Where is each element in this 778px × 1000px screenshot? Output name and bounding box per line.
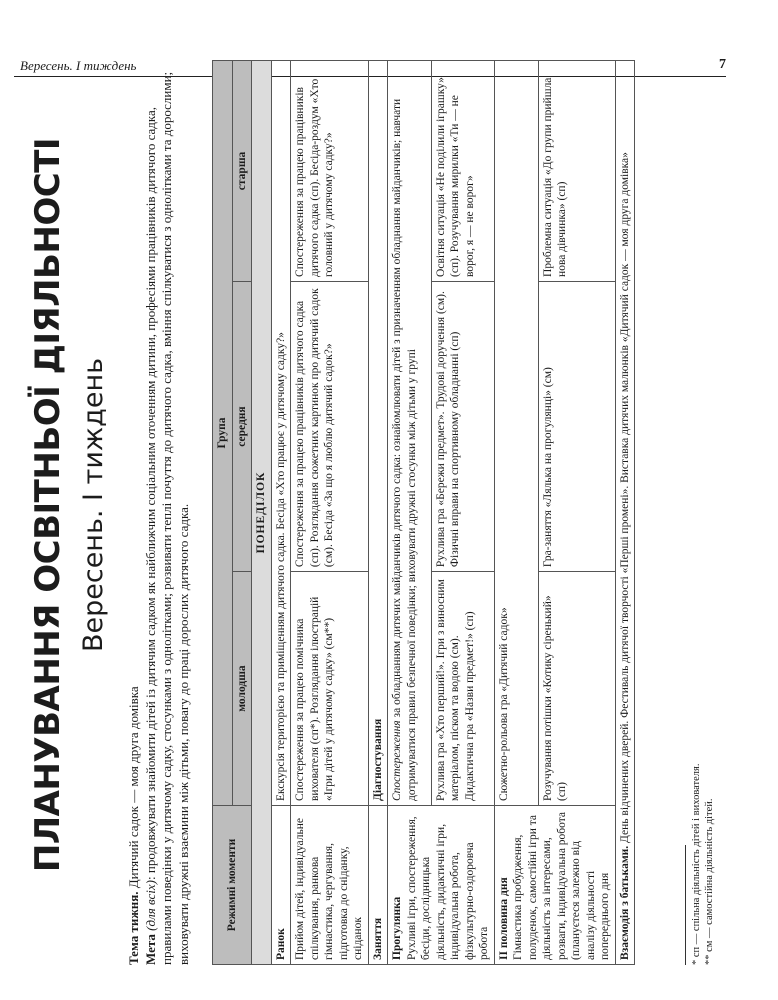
header-group: Група xyxy=(213,61,233,806)
morning-row-1 xyxy=(271,61,291,965)
day-row xyxy=(252,61,272,965)
main-title: ПЛАНУВАННЯ ОСВІТНЬОЇ ДІЯЛЬНОСТІ xyxy=(28,137,68,873)
walk-cell xyxy=(388,806,495,965)
footnotes xyxy=(690,764,716,965)
morning-senior: Спостереження за працею працівників дитячого садка (сп). Бесіда-роздум «Хто головний у дитячому садку?» xyxy=(291,61,369,282)
morning-row-2 xyxy=(291,61,369,965)
goal-qualifier: (для всіх) xyxy=(142,880,158,935)
afternoon-row-1 xyxy=(494,61,538,965)
walk-common xyxy=(388,61,432,806)
afternoon-senior: Проблемна ситуація «До групи прийшла нова дівчинка» (сп) xyxy=(538,61,615,282)
walk-young: Рухлива гра «Хто перший!». Ігри з виносним матеріалом, піском та водою (см). Дидактична гра «Назви предмет!» (сп) xyxy=(431,572,494,806)
parents-label: Взаємодія з батьками. xyxy=(618,845,631,960)
afternoon-activities: Гімнастика пробудження, полуденок, самостійні ігри та діяльність за інтересами, розваги, індивідуальна робота (плануєтеся залежно від аналізу діяльності попереднього дня xyxy=(512,811,611,960)
page-number: 7 xyxy=(719,57,726,72)
morning-activities: Прийом дітей, індивідуальне спілкування, ранкова гімнастика, чергування, підготовка до сніданку, сніданок xyxy=(291,806,369,965)
afternoon-cell xyxy=(494,806,615,965)
footnote-2: ** см — самостійна діяльність дітей. xyxy=(704,798,715,965)
parents-text: День відчинених дверей. Фестиваль дитячої творчості «Перші промені». Виставка дитячих малюнків «Дитячий садок — моя друга домівка» xyxy=(618,152,631,846)
day-label: ПОНЕДІЛОК xyxy=(252,61,272,965)
walk-common-italic: Спостереження xyxy=(391,720,403,801)
walk-label: Прогулянка xyxy=(391,896,403,960)
rotated-page-content xyxy=(20,45,735,965)
afternoon-middle: Гра-заняття «Лялька на прогулянці» (см) xyxy=(538,281,615,571)
classes-text: Діагностування xyxy=(368,61,388,806)
header-middle: середня xyxy=(232,281,252,571)
walk-row-1 xyxy=(388,61,432,965)
goal-line xyxy=(143,60,193,965)
walk-common-text: за обладнанням дитячих майданчиків дитячого садка: ознайомлювати дітей з призначенням обладнання майданчиків; навчати дотримуватися правил безпечної поведінки; виховувати дружні стосунки між дітьми у групі xyxy=(391,98,418,801)
walk-middle: Рухлива гра «Бережи предмет». Трудові доручення (см). Фізичні вправи на спортивному обладнанні (сп) xyxy=(431,281,494,571)
intro xyxy=(126,60,192,965)
header-senior: старша xyxy=(232,61,252,282)
morning-middle: Спостереження за працею працівників дитячого садка (сп). Розглядання сюжетних картинок про дитячий садок (см). Бесіда «За що я люблю дитячий садок?» xyxy=(291,281,369,571)
parents-cell xyxy=(615,61,635,965)
goal-label: Мета xyxy=(142,934,158,965)
morning-young: Спостереження за працею помічника вихователя (сп*). Розглядання ілюстрацій «Ігри дітей у дитячому садку» (см**) xyxy=(291,572,369,806)
classes-row xyxy=(368,61,388,965)
subtitle: Вересень. І тиждень xyxy=(78,357,109,653)
table-header-row xyxy=(213,61,233,965)
header-regime: Режимні моменти xyxy=(213,806,252,965)
parents-row xyxy=(615,61,635,965)
afternoon-common: Сюжетно-рольова гра «Дитячий садок» xyxy=(494,61,538,806)
theme-label: Тема тижня. xyxy=(126,891,141,965)
header-young: молодша xyxy=(232,572,252,806)
afternoon-young: Розучування потішки «Котику сіренький» (сп) xyxy=(538,572,615,806)
walk-senior: Освітня ситуація «Не поділили іграшку» (сп). Розучування мирилки «Ти — не ворог, я — не ворог» xyxy=(431,61,494,282)
classes-label: Заняття xyxy=(368,806,388,965)
goal-text: : продовжувати знайомити дітей із дитячим садком як найближчим соціальним оточенням дитини, професіями працівників дитячого садка, правилами поведінки у дитячому садку, стосунками з однолітками; розвивати теплі почуття до дитячого садка, вміння спілкуватися з однолітками та дорослими; виховувати дружні взаємини між дітьми, повагу до праці дорослих дитячого садка. xyxy=(142,71,191,965)
afternoon-label: ІІ половина дня xyxy=(497,877,510,960)
footnote-1: * сп — спільна діяльність дітей і вихователя. xyxy=(691,763,702,965)
morning-label: Ранок xyxy=(271,806,291,965)
footnote-rule xyxy=(685,845,686,965)
theme-text: Дитячий садок — моя друга домівка xyxy=(126,686,141,892)
theme-line xyxy=(126,60,143,965)
walk-activities: Рухливі ігри, спостереження, бесіди, дослідницька діяльність, дидактичні ігри, індивідуальна робота, фізкультурно-оздоровча робота xyxy=(405,816,490,960)
morning-common: Екскурсія територією та приміщенням дитячого садка. Бесіда «Хто працює у дитячому садку?» xyxy=(271,61,291,806)
plan-table xyxy=(212,60,635,965)
running-head-title: Вересень. І тиждень xyxy=(20,58,137,73)
